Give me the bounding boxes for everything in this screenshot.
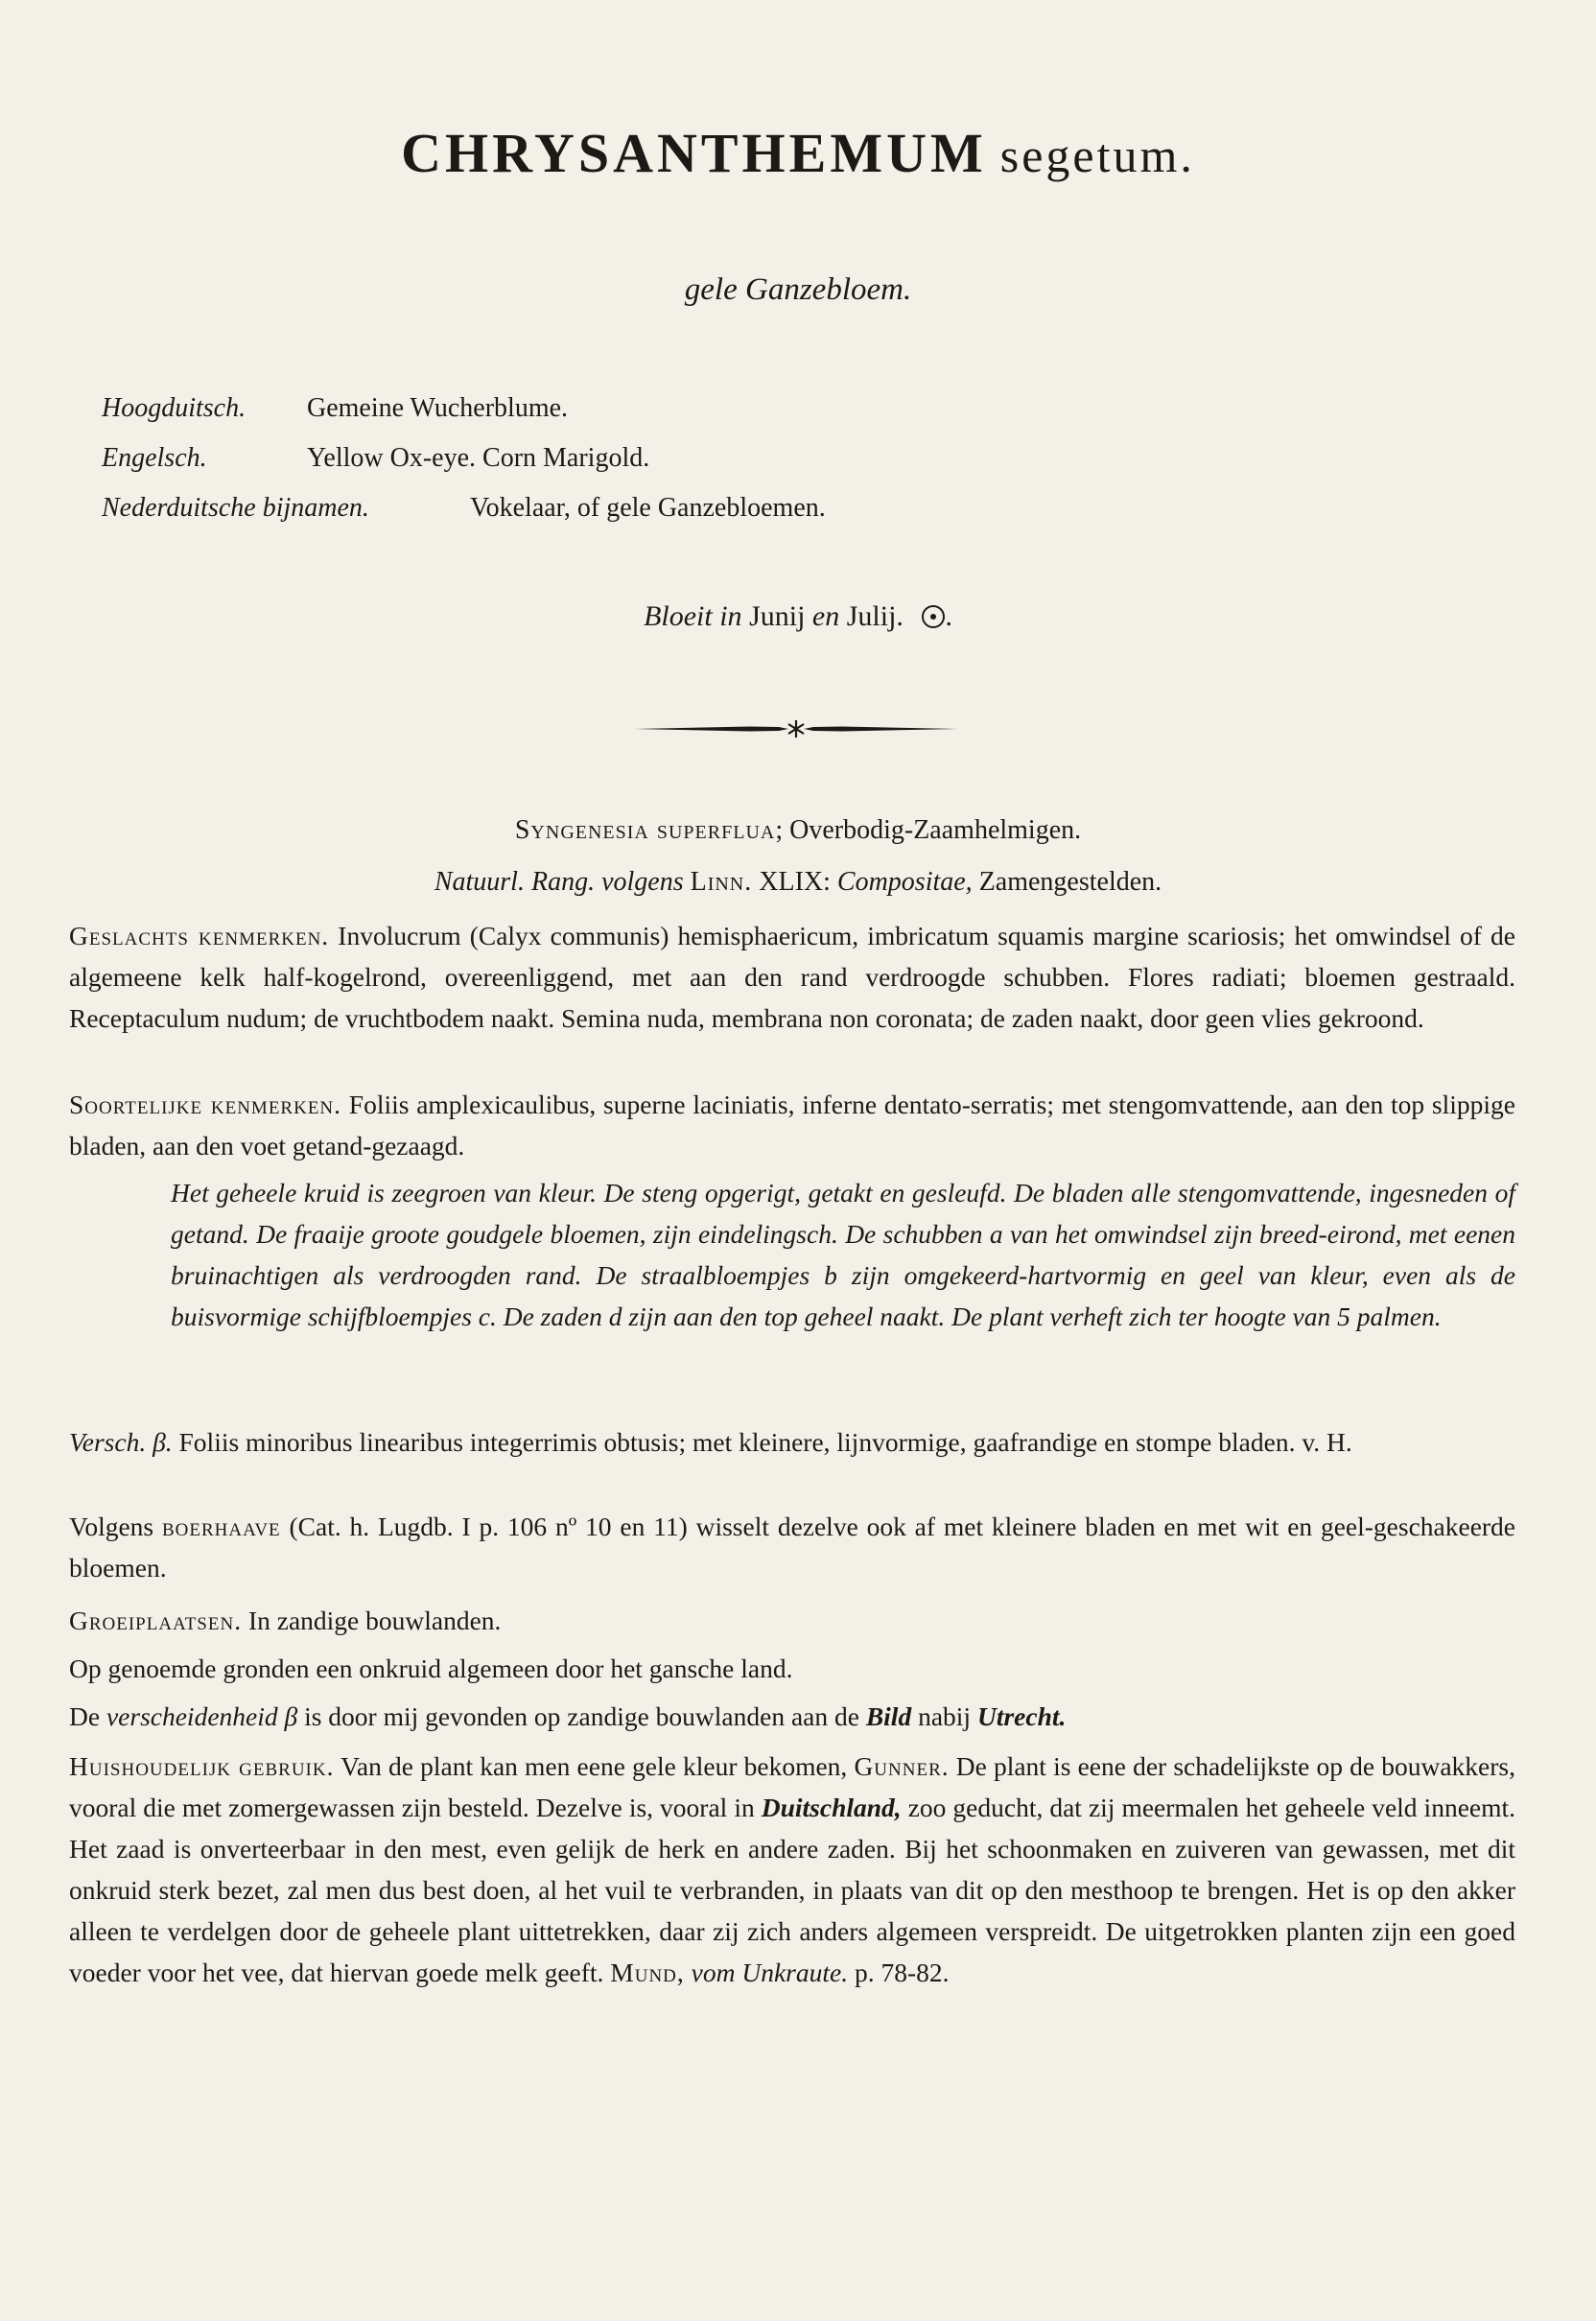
section-text: In zandige bouwlanden.: [247, 1606, 502, 1635]
classification-line: [0, 815, 1596, 846]
variety-location: [69, 1696, 1515, 1737]
bloom-in: in: [719, 600, 742, 632]
common-name-row: [102, 434, 826, 483]
linnaean-class: Syngenesia superflua: [514, 815, 776, 845]
dutch-name: gele Ganzebloem.: [684, 272, 912, 307]
ornament-divider-icon: [635, 715, 957, 742]
bloom-month-1: Junij: [749, 600, 806, 632]
place-duitschland: Duitschland,: [761, 1793, 902, 1822]
genus-name: CHRYSANTHEMUM: [401, 122, 987, 184]
boerhaave-name: boerhaave: [161, 1512, 281, 1541]
family-name: Compositae,: [836, 867, 973, 897]
use-text-2: De plant is eene der schadelijkste op de bouwakkers, vooral die met zomergewassen zijn besteld. Dezelve is, vooral in: [69, 1751, 1515, 1822]
boerhaave-pre: Volgens: [69, 1512, 154, 1541]
linnaean-class-dutch: ; Overbodig-Zaamhelmigen.: [775, 815, 1082, 845]
rank-label: Natuurl. Rang. volgens: [434, 867, 684, 897]
bloom-period: Bloeit in Junij en Julij. .: [644, 600, 952, 632]
variety-note: [69, 1421, 1515, 1463]
family-dutch: Zamengestelden.: [978, 867, 1162, 897]
bloom-en: en: [811, 600, 840, 632]
language-label: Engelsch.: [102, 443, 207, 473]
annual-symbol-icon: [922, 605, 945, 628]
found-nabij: nabij: [918, 1701, 972, 1731]
genus-characteristics: [69, 915, 1515, 1039]
species-name: segetum.: [999, 129, 1195, 182]
common-name-value: Gemeine Wucherblume.: [307, 393, 569, 423]
section-text: Involucrum (Calyx communis) hemisphaericum, imbricatum squamis margine scariosis; het omwindsel of de algemeene kelk half-kogelrond, overeenliggend, met aan den rand verdroogde schubben. Flores radiati; bloemen gestraald. Receptaculum nudum; de vruchtbodem naakt. Semina nuda, membrana non coronata; de zaden naakt, door geen vlies gekroond.: [69, 921, 1516, 1033]
variety-label: Versch. β.: [69, 1427, 173, 1457]
common-name-row: [102, 483, 826, 533]
place-bild: Bild: [865, 1701, 912, 1731]
household-use: [69, 1746, 1515, 1993]
rank-number: XLIX:: [759, 867, 831, 897]
habitat-note: Op genoemde gronden een onkruid algemeen door het gansche land.: [69, 1653, 793, 1683]
species-characteristics: [69, 1084, 1515, 1166]
source-title: vom Unkraute.: [691, 1958, 849, 1987]
section-heading: Groeiplaatsen.: [69, 1606, 243, 1635]
source-pages: p. 78-82.: [854, 1958, 950, 1987]
section-heading: Geslachts kenmerken.: [69, 921, 330, 950]
boerhaave-note: [69, 1506, 1515, 1588]
boerhaave-text: (Cat. h. Lugdb. I p. 106 nº 10 en 11) wisselt dezelve ook af met kleinere bladen en met wit en geel-geschakeerde bloemen.: [69, 1512, 1516, 1582]
natural-rank-line: [0, 867, 1596, 898]
plant-description: Het geheele kruid is zeegroen van kleur. De steng opgerigt, getakt en gesleufd. De bladen alle stengomvattende, ingesneden of getand. De fraaije groote goudgele bloemen, zijn eindelingsch. De schubben a van het omwindsel zijn breed-eirond, met eenen bruinachtigen als verdroogden rand. De straalbloempjes b zijn omgekeerd-hartvormig en geel van kleur, even als de buisvormige schijfbloempjes c. De zaden d zijn aan den top geheel naakt. De plant verheft zich ter hoogte van 5 palmen.: [171, 1178, 1515, 1331]
found-term: verscheidenheid β: [106, 1701, 298, 1731]
use-text-1: Van de plant kan men eene gele kleur bekomen,: [340, 1751, 848, 1781]
author-gunner: Gunner.: [854, 1751, 950, 1781]
found-pre: De: [69, 1701, 101, 1731]
bloom-month-2: Julij.: [846, 600, 904, 632]
section-text: Foliis amplexicaulibus, superne laciniatis, inferne dentato-serratis; met stengomvattende, aan den top slippige bladen, aan den voet getand-gezaagd.: [69, 1090, 1515, 1160]
linnaeus-name: Linn.: [690, 867, 753, 897]
found-mid: is door mij gevonden op zandige bouwlanden aan de: [304, 1701, 859, 1731]
language-label: Hoogduitsch.: [102, 393, 246, 423]
common-name-value: Vokelaar, of gele Ganzebloemen.: [470, 493, 826, 523]
variety-text: Foliis minoribus linearibus integerrimis obtusis; met kleinere, lijnvormige, gaafrandige en stompe bladen. v. H.: [178, 1427, 1352, 1457]
common-names-list: [102, 384, 826, 533]
common-name-value: Yellow Ox-eye. Corn Marigold.: [307, 443, 650, 473]
author-mund: Mund,: [610, 1958, 685, 1987]
habitat: [69, 1600, 1515, 1641]
page-title: [0, 121, 1596, 185]
use-text-3: zoo geducht, dat zij meermalen het geheele veld inneemt. Het zaad is onverteerbaar in den mest, even gelijk de herk en andere zaden. Bij het schoonmaken en zuiveren van gewassen, met dit onkruid sterk bezet, zal men dus best doen, al het vuil te verbranden, in plaats van dit op den mesthoop te brengen. Het is op den akker alleen te verdelgen door de geheele plant uittetrekken, daar zij zich anders algemeen verspreidt. De uitgetrokken planten zijn een goed voeder voor het vee, dat hiervan goede melk geeft.: [69, 1793, 1516, 1987]
bloom-label: Bloeit: [644, 600, 713, 632]
place-utrecht: Utrecht.: [976, 1701, 1067, 1731]
section-heading: Huishoudelijk gebruik.: [69, 1751, 335, 1781]
language-label: Nederduitsche bijnamen.: [102, 493, 369, 523]
section-heading: Soortelijke kenmerken.: [69, 1090, 342, 1119]
common-name-row: [102, 384, 826, 434]
